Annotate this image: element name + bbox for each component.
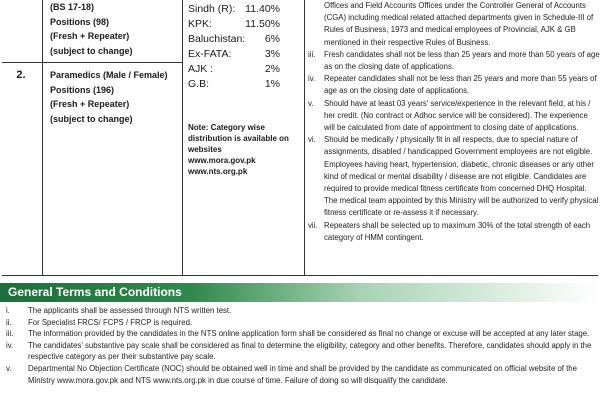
- quota-row: [188, 2, 280, 17]
- terms-item: iv. The candidates' substantive pay scale shall be considered as final to determine the eligibility, category and other benefits. Therefore, candidates should apply in the respective category as per their substantive pay scale.: [6, 340, 592, 362]
- quota-region: G.B:: [188, 78, 210, 90]
- table-divider: [42, 0, 43, 276]
- eligibility-criteria: [308, 0, 600, 244]
- website-link-mora[interactable]: www.mora.gov.pk: [188, 156, 256, 165]
- quota-value: 2%: [264, 63, 280, 75]
- quota-row: [188, 17, 280, 32]
- quota-row: [188, 32, 280, 47]
- category-note: [188, 122, 298, 177]
- website-link-nts[interactable]: www.nts.org.pk: [188, 167, 248, 176]
- post-title: Paramedics (Male / Female): [50, 70, 168, 80]
- quota-region: Baluchistan:: [188, 33, 246, 45]
- criteria-item: iii. Fresh candidates shall not be less than 25 years and more than 50 years of age as on the closing date of applications.: [308, 49, 600, 72]
- positions-count: Positions (196): [50, 84, 115, 95]
- terms-item: v. Departmental No Objection Certificate (NOC) should be obtained well in time and shall be provided by the candidate as communicated on official website of the Ministry www.mora.gov.pk and NTS www.nts.org.pk in due course of time. Failure of doing so will disqualify the candidate.: [6, 363, 577, 385]
- quota-row: [188, 77, 280, 92]
- criteria-item: vi. Should be medically / physically fit in all respects, due to special nature of assignments, disabled / handicapped Government employees are not eligible. Employees having heart, hypertension, diabetic, chronic diseases or any other kind of medical or mental disability / disease are not eligible. Candidates are required to provide medical fitness certificate from concerned DHQ Hospital. The medical team appointed by this Ministry will be authorized to verify physical fitness certificate or re-assess it if necessary.: [308, 135, 599, 218]
- regional-quota: [188, 2, 280, 92]
- terms-item: i. The applicants shall be assessed through NTS written test.: [6, 306, 232, 315]
- criteria-item: iv. Repeater candidates shall not be less than 25 years and more than 55 years of age as on the closing date of applications.: [308, 74, 597, 96]
- quota-value: 1%: [264, 78, 280, 90]
- terms-list: [6, 305, 594, 386]
- quota-value: 3%: [264, 48, 280, 60]
- section-heading: General Terms and Conditions: [8, 285, 182, 299]
- subject-note: (subject to change): [50, 45, 133, 56]
- criteria-intro: Offices and Field Accounts Offices under the Controller General of Accounts (CGA) including medical related attached departments given in Schedule-III of Rules of Business, 1973 and medical employees of Provincial, AJK & GB mentioned in their respective Rules of Business.: [324, 1, 594, 47]
- quota-region: Sindh (R):: [188, 3, 236, 15]
- terms-heading-banner: [0, 283, 600, 302]
- quota-row: [188, 47, 280, 62]
- note-text: Note: Category wise distribution is available on websites: [188, 123, 289, 154]
- row-number: 2.: [16, 69, 26, 81]
- quota-region: KPK:: [188, 18, 212, 30]
- terms-item: iii. The information provided by the candidates in the NTS online application form shall be considered as final no change or excuse will be accepted at any later stage.: [6, 329, 590, 339]
- row-divider: [2, 62, 182, 63]
- quota-value: 11.50%: [245, 18, 280, 30]
- recruitment-type: (Fresh + Repeater): [50, 99, 130, 109]
- paramedics-post: [50, 68, 180, 126]
- quota-value: 6%: [264, 33, 280, 45]
- recruitment-type: (Fresh + Repeater): [50, 31, 130, 41]
- quota-region: AJK :: [188, 63, 214, 75]
- posts-table: [2, 0, 598, 276]
- criteria-item: vii. Repeaters shall be selected up to maximum 30% of the total strength of each category of HMM contingent.: [308, 220, 591, 242]
- terms-item: ii. For Specialist FRCS/ FCPS / FRCP is required.: [6, 317, 193, 327]
- quota-row: [188, 62, 280, 77]
- table-bottom-border: [2, 275, 598, 276]
- pay-scale: (BS 17-18): [50, 2, 95, 12]
- criteria-item: v. Should have at least 03 years' service/experience in the relevant field, at his / her credit. (No contract or Adhoc service will be considered). The experience will be calculated from date of appointment to closing date of applications.: [308, 98, 591, 133]
- quota-region: Ex-FATA:: [188, 48, 232, 60]
- quota-value: 11.40%: [245, 3, 280, 15]
- subject-note: (subject to change): [50, 113, 133, 124]
- positions-count: Positions (98): [50, 16, 110, 27]
- table-divider: [182, 0, 183, 276]
- table-divider: [304, 0, 305, 276]
- posts-column: [50, 0, 180, 124]
